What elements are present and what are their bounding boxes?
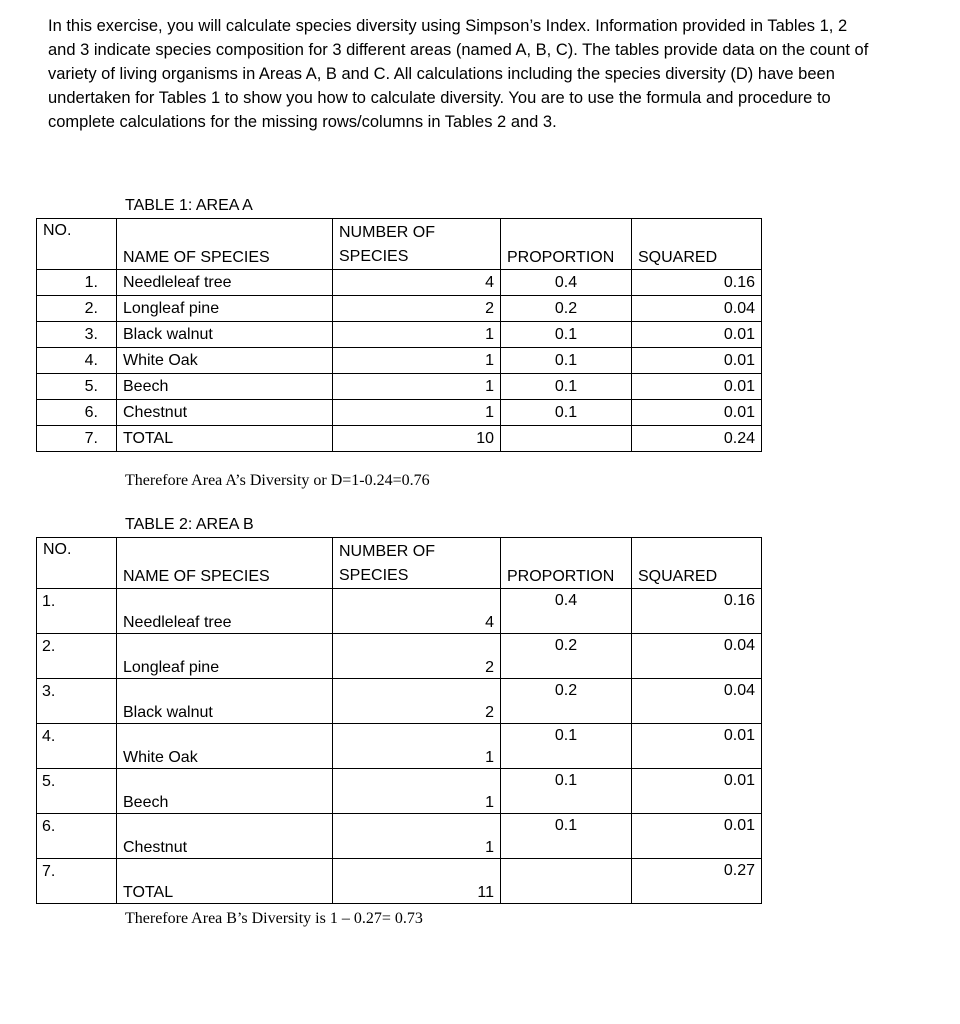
table-row xyxy=(37,296,762,322)
species-count: 4 xyxy=(333,270,501,296)
table-total-row xyxy=(37,859,762,904)
proportion-squared: 0.01 xyxy=(632,400,762,426)
table-row xyxy=(37,679,762,724)
proportion-squared: 0.01 xyxy=(632,724,762,769)
row-no: 2. xyxy=(37,634,117,679)
header-species-name: NAME OF SPECIES xyxy=(117,219,333,270)
row-no: 5. xyxy=(37,769,117,814)
species-count: 1 xyxy=(333,814,501,859)
table-row xyxy=(37,348,762,374)
proportion-squared: 0.01 xyxy=(632,814,762,859)
table-row xyxy=(37,724,762,769)
row-no: 4. xyxy=(37,724,117,769)
species-name: Black walnut xyxy=(117,679,333,724)
table1-caption: TABLE 1: AREA A xyxy=(125,197,253,214)
header-squared: SQUARED xyxy=(632,538,762,589)
table-area-a xyxy=(36,218,762,452)
proportion-squared: 0.27 xyxy=(632,859,762,904)
table-row xyxy=(37,374,762,400)
header-number-of-species xyxy=(333,538,501,589)
species-proportion: 0.2 xyxy=(501,296,632,322)
species-proportion: 0.4 xyxy=(501,270,632,296)
header-no: NO. xyxy=(37,538,117,589)
species-name: Longleaf pine xyxy=(117,634,333,679)
species-count: 1 xyxy=(333,348,501,374)
species-name: Longleaf pine xyxy=(117,296,333,322)
table2-conclusion: Therefore Area B’s Diversity is 1 – 0.27= 0.73 xyxy=(125,910,423,927)
table-row xyxy=(37,814,762,859)
species-count: 2 xyxy=(333,679,501,724)
header-proportion: PROPORTION xyxy=(501,538,632,589)
row-no: 1. xyxy=(37,270,117,296)
species-proportion xyxy=(501,426,632,452)
species-count: 1 xyxy=(333,374,501,400)
row-no: 3. xyxy=(37,322,117,348)
header-number-line1: NUMBER OF xyxy=(339,543,435,560)
table-row xyxy=(37,270,762,296)
row-no: 6. xyxy=(37,814,117,859)
species-count: 1 xyxy=(333,400,501,426)
table-row xyxy=(37,769,762,814)
species-count: 4 xyxy=(333,589,501,634)
row-no: 7. xyxy=(37,426,117,452)
species-name: Needleleaf tree xyxy=(117,589,333,634)
row-no: 3. xyxy=(37,679,117,724)
row-no: 2. xyxy=(37,296,117,322)
species-count: 10 xyxy=(333,426,501,452)
species-name: White Oak xyxy=(117,724,333,769)
header-no: NO. xyxy=(37,219,117,270)
proportion-squared: 0.16 xyxy=(632,589,762,634)
table1-conclusion: Therefore Area A’s Diversity or D=1-0.24=0.76 xyxy=(125,472,430,489)
species-count: 2 xyxy=(333,296,501,322)
row-no: 5. xyxy=(37,374,117,400)
species-count: 11 xyxy=(333,859,501,904)
species-name: TOTAL xyxy=(117,859,333,904)
table2-caption: TABLE 2: AREA B xyxy=(125,516,254,533)
table-header-row xyxy=(37,219,762,270)
instructions-paragraph: In this exercise, you will calculate species diversity using Simpson’s Index. Information provided in Tables 1, 2 and 3 indicate species composition for 3 different areas (named A, B, C). The tables provide data on the count of variety of living organisms in Areas A, B and C. All calculations including the species diversity (D) have been undertaken for Tables 1 to show you how to calculate diversity. You are to use the formula and procedure to complete calculations for the missing rows/columns in Tables 2 and 3. xyxy=(48,17,869,131)
species-name: Needleleaf tree xyxy=(117,270,333,296)
header-number-line2: SPECIES xyxy=(339,248,409,265)
species-proportion xyxy=(501,859,632,904)
row-no: 4. xyxy=(37,348,117,374)
species-name: Black walnut xyxy=(117,322,333,348)
species-count: 1 xyxy=(333,322,501,348)
row-no: 1. xyxy=(37,589,117,634)
row-no: 7. xyxy=(37,859,117,904)
species-count: 1 xyxy=(333,769,501,814)
table-area-b xyxy=(36,537,762,904)
table-row xyxy=(37,400,762,426)
species-proportion: 0.1 xyxy=(501,322,632,348)
header-proportion: PROPORTION xyxy=(501,219,632,270)
table-row xyxy=(37,322,762,348)
species-name: Beech xyxy=(117,374,333,400)
species-name: White Oak xyxy=(117,348,333,374)
header-species-name: NAME OF SPECIES xyxy=(117,538,333,589)
header-number-of-species xyxy=(333,219,501,270)
species-proportion: 0.1 xyxy=(501,814,632,859)
table-total-row xyxy=(37,426,762,452)
header-number-line1: NUMBER OF xyxy=(339,224,435,241)
species-proportion: 0.1 xyxy=(501,769,632,814)
table-row xyxy=(37,589,762,634)
proportion-squared: 0.01 xyxy=(632,348,762,374)
header-number-line2: SPECIES xyxy=(339,567,409,584)
species-proportion: 0.1 xyxy=(501,724,632,769)
table-row xyxy=(37,634,762,679)
table-header-row xyxy=(37,538,762,589)
species-proportion: 0.1 xyxy=(501,348,632,374)
proportion-squared: 0.24 xyxy=(632,426,762,452)
species-name: Chestnut xyxy=(117,814,333,859)
species-proportion: 0.2 xyxy=(501,634,632,679)
species-proportion: 0.1 xyxy=(501,400,632,426)
proportion-squared: 0.16 xyxy=(632,270,762,296)
proportion-squared: 0.01 xyxy=(632,374,762,400)
species-proportion: 0.1 xyxy=(501,374,632,400)
row-no: 6. xyxy=(37,400,117,426)
species-name: Chestnut xyxy=(117,400,333,426)
header-squared: SQUARED xyxy=(632,219,762,270)
proportion-squared: 0.01 xyxy=(632,769,762,814)
proportion-squared: 0.01 xyxy=(632,322,762,348)
species-count: 2 xyxy=(333,634,501,679)
proportion-squared: 0.04 xyxy=(632,296,762,322)
species-name: Beech xyxy=(117,769,333,814)
species-proportion: 0.4 xyxy=(501,589,632,634)
species-name: TOTAL xyxy=(117,426,333,452)
proportion-squared: 0.04 xyxy=(632,679,762,724)
species-proportion: 0.2 xyxy=(501,679,632,724)
species-count: 1 xyxy=(333,724,501,769)
proportion-squared: 0.04 xyxy=(632,634,762,679)
